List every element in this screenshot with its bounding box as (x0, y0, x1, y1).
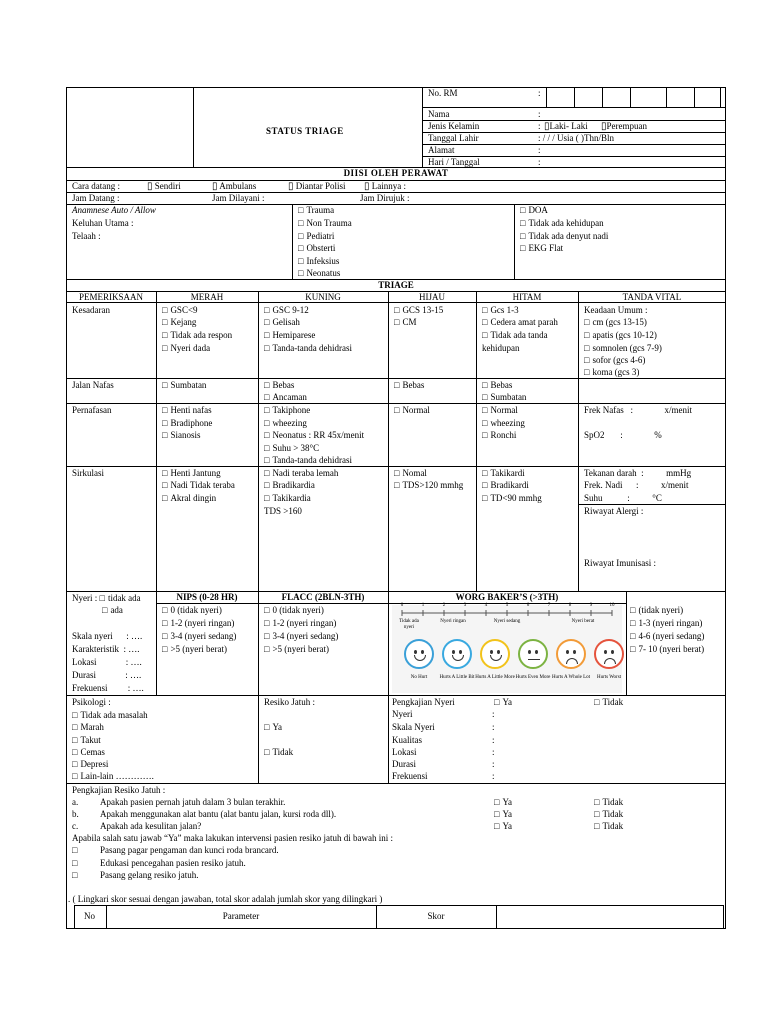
nips-3[interactable]: □ >5 (nyeri berat) (162, 644, 227, 655)
kes-hitam-2[interactable]: □ Tidak ada tanda (482, 330, 548, 341)
pain-lokasi[interactable]: Lokasi : …. (72, 657, 142, 667)
resiko-title: Resiko Jatuh : (264, 697, 315, 707)
jn-merah-0[interactable]: □ Sumbatan (162, 380, 206, 391)
wong-2[interactable]: □ 4-6 (nyeri sedang) (630, 631, 704, 642)
scale-number: 8 (568, 603, 572, 608)
kes-merah-1[interactable]: □ Kejang (162, 317, 196, 328)
kes-kuning-1[interactable]: □ Gelisah (264, 317, 300, 328)
vital-td[interactable]: Tekanan darah : mmHg (584, 468, 692, 478)
jam-datang-label: Jam Datang : (72, 193, 120, 203)
resiko-ya[interactable]: □ Ya (264, 722, 282, 733)
nips-title: NIPS (0-28 HR) (176, 592, 238, 602)
scale-number: 0 (400, 603, 404, 608)
case-neonatus-checkbox[interactable]: □ Neonatus (298, 268, 340, 279)
col-merah: MERAH (190, 292, 224, 302)
pn-hijau-0[interactable]: □ Normal (394, 405, 430, 416)
case-pediatri-checkbox[interactable]: □ Pediatri (298, 231, 334, 242)
telaah-label: Telaah : (72, 231, 101, 241)
pain-face-icon (594, 639, 624, 669)
pn-merah-1[interactable]: □ Bradiphone (162, 418, 212, 429)
field-tanggal-input[interactable]: : (538, 157, 541, 167)
pain-frekuensi[interactable]: Frekuensi : …. (72, 683, 144, 693)
pain-face-label: Hurts Worst (596, 675, 622, 680)
field-alamat-input[interactable]: : (538, 145, 541, 155)
fall-q-b-ya[interactable]: □ Ya (494, 809, 512, 820)
cara-datang-label: Cara datang : (72, 181, 120, 191)
vital-ku-1[interactable]: □ apatis (gcs 10-12) (584, 330, 657, 341)
vital-spo2[interactable]: SpO2 : % (584, 430, 662, 440)
peng-colon-4[interactable]: : (492, 759, 495, 769)
psiko-2[interactable]: □ Takut (72, 735, 101, 746)
cara-ambulans-checkbox[interactable]: ▯ Ambulans (212, 181, 257, 192)
sk-hitam-0[interactable]: □ Takikardi (482, 468, 525, 479)
pn-kuning-3[interactable]: □ Suhu > 38°C (264, 443, 319, 454)
field-dob-label: Tanggal Lahir (428, 133, 479, 143)
peng-field-5: Frekuensi (392, 771, 428, 781)
field-no-rm-label: No. RM (428, 88, 458, 98)
sk-hitam-1[interactable]: □ Bradikardi (482, 480, 529, 491)
peng-field-0: Nyeri (392, 709, 413, 719)
pain-karakteristik[interactable]: Karakteristik : …. (72, 644, 140, 654)
pain-face-icon (480, 639, 510, 669)
fall-action-2-box[interactable]: □ (72, 870, 78, 880)
pain-face-icon (518, 639, 548, 669)
wong-3[interactable]: □ 7- 10 (nyeri berat) (630, 644, 704, 655)
wong-title: WORG BAKER’S (>3TH) (455, 592, 559, 602)
psiko-4[interactable]: □ Depresi (72, 759, 108, 770)
scale-number: 4 (484, 603, 488, 608)
pain-face-icon (404, 639, 434, 669)
riwayat-alergi[interactable]: Riwayat Alergi : (584, 506, 644, 516)
nips-1[interactable]: □ 1-2 (nyeri ringan) (162, 618, 234, 629)
keluhan-label: Keluhan Utama : (72, 218, 134, 228)
sk-merah-1[interactable]: □ Nadi Tidak teraba (162, 480, 235, 491)
scale-top-1: Nyeri ringan (440, 619, 466, 624)
sk-merah-2[interactable]: □ Akral dingin (162, 493, 216, 504)
pn-kuning-2[interactable]: □ Neonatus : RR 45x/menit (264, 430, 364, 441)
pn-hitam-0[interactable]: □ Normal (482, 405, 518, 416)
fall-q-c-tidak[interactable]: □ Tidak (594, 821, 623, 832)
gender-female-checkbox[interactable]: ▯Perempuan (601, 121, 648, 132)
score-col-parameter: Parameter (222, 911, 260, 921)
fall-q-c-num: c. (72, 821, 79, 831)
field-no-rm-colon: : (538, 88, 541, 98)
scale-number: 9 (589, 603, 593, 608)
peng-field-1: Skala Nyeri (392, 722, 435, 732)
jn-hitam-0[interactable]: □ Bebas (482, 380, 512, 391)
fall-title: Pengkajian Resiko Jatuh : (72, 785, 166, 795)
scale-top-3: Nyeri berat (571, 619, 595, 624)
row-pernafasan-label: Pernafasan (72, 405, 112, 415)
jn-kuning-1[interactable]: □ Ancaman (264, 392, 307, 403)
scale-number: 7 (547, 603, 551, 608)
row-kesadaran-label: Kesadaran (72, 305, 110, 315)
cara-sendiri-checkbox[interactable]: ▯ Sendiri (147, 181, 181, 192)
fall-q-c: Apakah ada kesulitan jalan? (100, 821, 202, 831)
psiko-0[interactable]: □ Tidak ada masalah (72, 710, 148, 721)
gender-male-checkbox[interactable]: ▯Laki- Laki (544, 121, 588, 132)
row-sirkulasi-label: Sirkulasi (72, 468, 105, 478)
scale-number: 2 (442, 603, 446, 608)
fall-action-1: Edukasi pencegahan pasien resiko jatuh. (100, 858, 246, 868)
field-tanggal-label: Hari / Tanggal (428, 157, 480, 167)
peng-field-4: Durasi (392, 759, 416, 769)
kes-kuning-3[interactable]: □ Tanda-tanda dehidrasi (264, 343, 352, 354)
col-hijau: HIJAU (419, 292, 445, 302)
fall-q-b-num: b. (72, 809, 79, 819)
kes-merah-3[interactable]: □ Nyeri dada (162, 343, 210, 354)
cara-polisi-checkbox[interactable]: ▯ Diantar Polisi (288, 181, 346, 192)
peng-colon-2[interactable]: : (492, 735, 495, 745)
wong-1[interactable]: □ 1-3 (nyeri ringan) (630, 618, 702, 629)
fall-note: Apabila salah satu jawab “Ya” maka lakukan intervensi pasien resiko jatuh di bawah ini : (72, 833, 393, 843)
peng-nyeri-tidak[interactable]: □ Tidak (594, 697, 623, 708)
pain-face-icon (556, 639, 586, 669)
row-jalan-label: Jalan Nafas (72, 380, 114, 390)
jn-hijau-0[interactable]: □ Bebas (394, 380, 424, 391)
form-title: STATUS TRIAGE (266, 126, 344, 136)
peng-field-2: Kualitas (392, 735, 422, 745)
scale-top-0: Tidak ada nyeri (399, 619, 419, 630)
flacc-3[interactable]: □ >5 (nyeri berat) (264, 644, 329, 655)
anamnese-label: Anamnese Auto / Allow (72, 205, 156, 215)
nurse-section-title: DIISI OLEH PERAWAT (343, 168, 449, 178)
kes-hijau-0[interactable]: □ GCS 13-15 (394, 305, 443, 316)
col-kuning: KUNING (305, 292, 341, 302)
vital-suhu[interactable]: Suhu : °C (584, 493, 662, 503)
col-pemeriksaan: PEMERIKSAAN (78, 292, 143, 302)
vital-ku-2[interactable]: □ somnolen (gcs 7-9) (584, 343, 662, 354)
fall-q-c-ya[interactable]: □ Ya (494, 821, 512, 832)
vital-frek-nafas[interactable]: Frek Nafas : x/menit (584, 405, 692, 415)
psiko-1[interactable]: □ Marah (72, 722, 104, 733)
peng-colon-0[interactable]: : (492, 709, 495, 719)
pn-hitam-2[interactable]: □ Ronchi (482, 430, 516, 441)
sk-hijau-0[interactable]: □ Nomal (394, 468, 427, 479)
vital-ku-0[interactable]: □ cm (gcs 13-15) (584, 317, 647, 328)
pain-scale-image (392, 605, 622, 693)
kes-hitam-0[interactable]: □ Gcs 1-3 (482, 305, 519, 316)
scale-number: 10 (609, 603, 615, 608)
no-pulse-checkbox[interactable]: □ Tidak ada denyut nadi (520, 231, 608, 242)
sk-hijau-1[interactable]: □ TDS>120 mmhg (394, 480, 463, 491)
pn-merah-2[interactable]: □ Sianosis (162, 430, 200, 441)
field-gender-label: Jenis Kelamin (428, 121, 480, 131)
jam-dirujuk-label: Jam Dirujuk : (360, 193, 410, 203)
pain-face-label: No Hurt (410, 675, 428, 680)
scale-number: 1 (421, 603, 425, 608)
ekg-flat-checkbox[interactable]: □ EKG Flat (520, 243, 563, 254)
fall-q-a-ya[interactable]: □ Ya (494, 797, 512, 808)
pain-face-icon (442, 639, 472, 669)
scale-number: 5 (505, 603, 509, 608)
cara-lainnya-checkbox[interactable]: ▯ Lainnya : (364, 181, 407, 192)
kes-hitam-3: kehidupan (482, 343, 520, 353)
nyeri-tidak-checkbox[interactable]: □ tidak ada (100, 593, 141, 603)
vital-nadi[interactable]: Frek. Nadi : x/menit (584, 480, 689, 490)
peng-field-3: Lokasi (392, 747, 417, 757)
pn-kuning-0[interactable]: □ Takiphone (264, 405, 310, 416)
nyeri-label: Nyeri : □ tidak ada (72, 593, 141, 604)
vital-ku-3[interactable]: □ sofor (gcs 4-6) (584, 355, 645, 366)
score-col-no: No (84, 911, 95, 921)
flacc-2[interactable]: □ 3-4 (nyeri sedang) (264, 631, 338, 642)
nips-2[interactable]: □ 3-4 (nyeri sedang) (162, 631, 236, 642)
jam-dilayani-label: Jam Dilayani : (212, 193, 265, 203)
kes-hijau-1[interactable]: □ CM (394, 317, 416, 328)
scale-top-2: Nyeri sedang (493, 619, 521, 624)
field-gender-colon: : (538, 121, 541, 131)
psiko-5[interactable]: □ Lain-lain …………. (72, 771, 154, 782)
case-trauma-checkbox[interactable]: □ Trauma (298, 205, 334, 216)
sk-kuning-2[interactable]: □ Takikardia (264, 493, 311, 504)
pn-hitam-1[interactable]: □ wheezing (482, 418, 525, 429)
jn-hitam-1[interactable]: □ Sumbatan (482, 392, 526, 403)
score-note: . ( Lingkari skor sesuai dengan jawaban, total skor adalah jumlah skor yang dilingkari ) (68, 894, 383, 904)
peng-colon-3[interactable]: : (492, 747, 495, 757)
vital-ku-title: Keadaan Umum : (584, 305, 648, 315)
triage-title: TRIAGE (378, 280, 414, 290)
sk-kuning-3: TDS >160 (264, 506, 302, 516)
sk-merah-0[interactable]: □ Henti Jantung (162, 468, 221, 479)
peng-nyeri-ya[interactable]: □ Ya (494, 697, 512, 708)
psiko-title: Psikologi : (72, 697, 111, 707)
peng-nyeri-title: Pengkajian Nyeri (392, 697, 455, 707)
pain-face-label: Hurts A Little Bit (439, 675, 475, 680)
gender-male-label: Laki- Laki (549, 121, 588, 131)
peng-colon-5[interactable]: : (492, 771, 495, 781)
fall-action-2: Pasang gelang resiko jatuh. (100, 870, 199, 880)
fall-q-a: Apakah pasien pernah jatuh dalam 3 bulan terakhir. (100, 797, 286, 807)
kes-merah-2[interactable]: □ Tidak ada respon (162, 330, 232, 341)
fall-q-a-tidak[interactable]: □ Tidak (594, 797, 623, 808)
fall-action-0: Pasang pagar pengaman dan kunci roda brancard. (100, 845, 279, 855)
pn-kuning-1[interactable]: □ wheezing (264, 418, 307, 429)
kes-hitam-1[interactable]: □ Cedera amat parah (482, 317, 558, 328)
pn-kuning-4[interactable]: □ Tanda-tanda dehidrasi (264, 455, 352, 466)
case-nontrauma-checkbox[interactable]: □ Non Trauma (298, 218, 352, 229)
resiko-tidak[interactable]: □ Tidak (264, 747, 293, 758)
field-alamat-label: Alamat (428, 145, 455, 155)
field-nama-input[interactable]: : (538, 109, 541, 119)
case-infeksius-checkbox[interactable]: □ Infeksius (298, 256, 339, 267)
fall-q-b-tidak[interactable]: □ Tidak (594, 809, 623, 820)
flacc-0[interactable]: □ 0 (tidak nyeri) (264, 605, 324, 616)
sk-kuning-0[interactable]: □ Nadi teraba lemah (264, 468, 338, 479)
nips-0[interactable]: □ 0 (tidak nyeri) (162, 605, 222, 616)
flacc-1[interactable]: □ 1-2 (nyeri ringan) (264, 618, 336, 629)
psiko-3[interactable]: □ Cemas (72, 747, 105, 758)
vital-ku-4[interactable]: □ koma (gcs 3) (584, 367, 639, 378)
pain-skala[interactable]: Skala nyeri : …. (72, 631, 143, 641)
riwayat-imunisasi[interactable]: Riwayat Imunisasi : (584, 558, 656, 568)
fall-q-b: Apakah menggunakan alat bantu (alat bantu jalan, kursi roda dll). (100, 809, 337, 819)
sk-kuning-1[interactable]: □ Bradikardia (264, 480, 315, 491)
col-tanda-vital: TANDA VITAL (622, 292, 682, 302)
fall-action-1-box[interactable]: □ (72, 858, 78, 868)
pn-merah-0[interactable]: □ Henti nafas (162, 405, 212, 416)
scale-number: 6 (526, 603, 530, 608)
col-hitam: HITAM (512, 292, 542, 302)
fall-action-0-box[interactable]: □ (72, 845, 78, 855)
flacc-title: FLACC (2BLN-3TH) (281, 592, 365, 602)
wong-0[interactable]: □ (tidak nyeri) (630, 605, 683, 616)
doa-checkbox[interactable]: □ DOA (520, 205, 548, 216)
jn-kuning-0[interactable]: □ Bebas (264, 380, 294, 391)
pain-face-label: Hurts A Whole Lot (551, 675, 591, 680)
kes-kuning-2[interactable]: □ Hemiparese (264, 330, 315, 341)
sk-hitam-2[interactable]: □ TD<90 mmhg (482, 493, 542, 504)
field-nama-label: Nama (428, 109, 450, 119)
pain-face-label: Hurts A Little More (475, 675, 515, 680)
peng-colon-1[interactable]: : (492, 722, 495, 732)
gender-female-label: Perempuan (606, 121, 648, 131)
no-life-checkbox[interactable]: □ Tidak ada kehidupan (520, 218, 604, 229)
case-obsterti-checkbox[interactable]: □ Obsterti (298, 243, 335, 254)
kes-merah-0[interactable]: □ GSC<9 (162, 305, 198, 316)
field-dob-input[interactable]: : / / / Usia ( )Thn/Bln (538, 133, 614, 143)
fall-q-a-num: a. (72, 797, 79, 807)
kes-kuning-0[interactable]: □ GSC 9-12 (264, 305, 309, 316)
scale-number: 3 (463, 603, 467, 608)
pain-durasi[interactable]: Durasi : …. (72, 670, 142, 680)
pain-face-label: Hurts Even More (515, 675, 551, 680)
score-col-skor: Skor (427, 911, 445, 921)
nyeri-ada-checkbox[interactable]: □ ada (102, 605, 123, 616)
